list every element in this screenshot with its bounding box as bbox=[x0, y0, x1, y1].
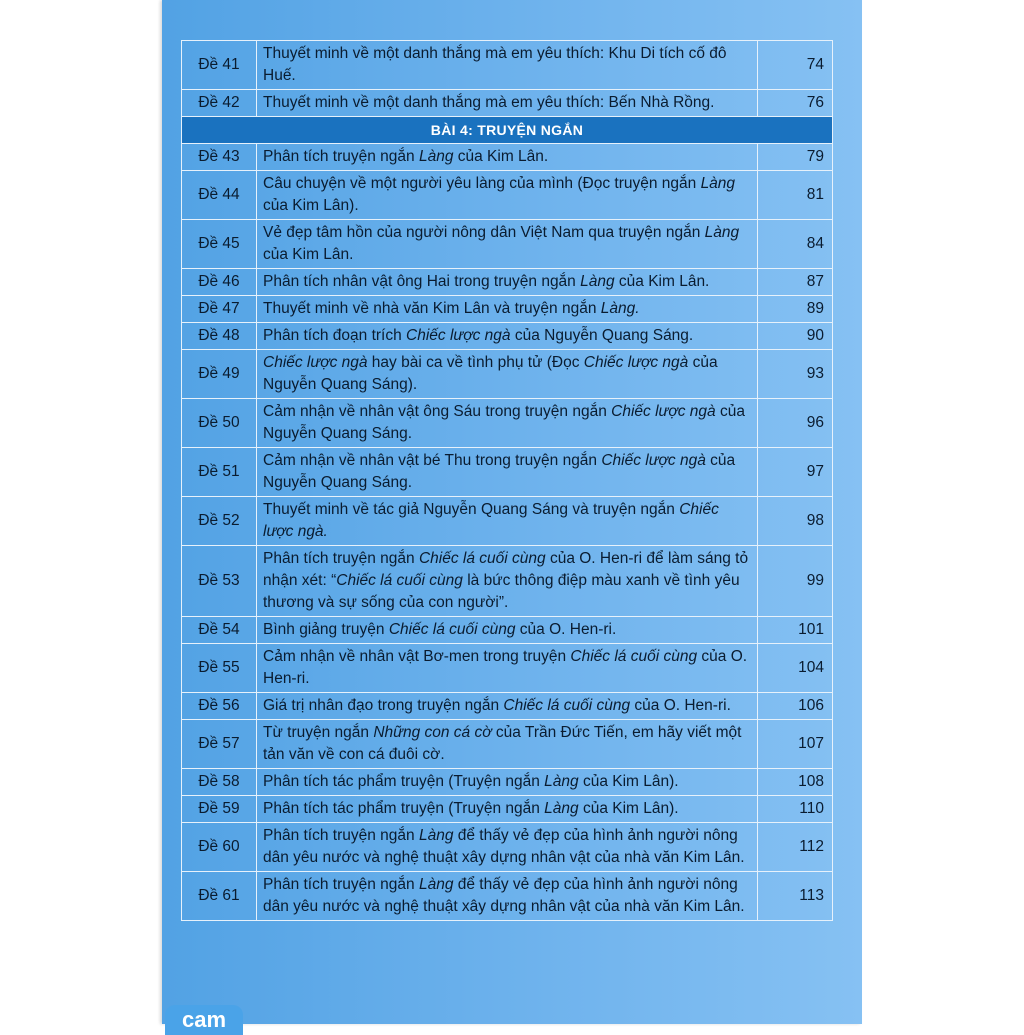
title-text: Phân tích truyện ngắn bbox=[263, 148, 419, 165]
title-text: Thuyết minh về một danh thắng mà em yêu thích: Bến Nhà Rồng. bbox=[263, 94, 715, 111]
work-title-italic: Làng bbox=[418, 876, 454, 893]
title-text: của Trần Đức Tiến, em hãy viết một tản văn về con cá đuôi cờ. bbox=[263, 724, 742, 763]
page-number: 107 bbox=[758, 720, 833, 769]
topic-number: Đề 51 bbox=[182, 448, 257, 497]
topic-number: Đề 52 bbox=[182, 497, 257, 546]
topic-number: Đề 46 bbox=[182, 269, 257, 296]
topic-number: Đề 41 bbox=[182, 41, 257, 90]
title-text: của O. Hen-ri. bbox=[263, 648, 748, 687]
toc-row bbox=[182, 296, 833, 323]
work-title-italic: Làng bbox=[418, 827, 454, 844]
topic-title bbox=[257, 644, 758, 693]
topic-number: Đề 49 bbox=[182, 350, 257, 399]
title-text: Cảm nhận về nhân vật bé Thu trong truyện ngắn bbox=[263, 452, 602, 469]
work-title-italic: Làng bbox=[704, 224, 740, 241]
title-text: Phân tích tác phẩm truyện (Truyện ngắn bbox=[263, 800, 545, 817]
work-title-italic: Làng bbox=[544, 800, 579, 817]
toc-rows-before bbox=[182, 41, 833, 117]
topic-number: Đề 58 bbox=[182, 769, 257, 796]
topic-title bbox=[257, 269, 758, 296]
work-title-italic: Chiếc lược ngà bbox=[263, 354, 368, 371]
topic-number: Đề 59 bbox=[182, 796, 257, 823]
toc-row bbox=[182, 617, 833, 644]
page-number: 93 bbox=[758, 350, 833, 399]
toc-row bbox=[182, 872, 833, 921]
work-title-italic: Chiếc lược ngà bbox=[601, 452, 706, 469]
toc-rows-after bbox=[182, 144, 833, 921]
toc-row bbox=[182, 720, 833, 769]
title-text: để thấy vẻ đẹp của hình ảnh người nông dân yêu nước và nghệ thuật xây dựng nhân vật của nhà văn Kim Lân. bbox=[263, 876, 745, 915]
page-number: 104 bbox=[758, 644, 833, 693]
topic-title bbox=[257, 823, 758, 872]
toc-row bbox=[182, 769, 833, 796]
title-text: Thuyết minh về tác giả Nguyễn Quang Sáng và truyện ngắn bbox=[263, 501, 680, 518]
topic-number: Đề 42 bbox=[182, 90, 257, 117]
topic-title bbox=[257, 546, 758, 617]
toc-row bbox=[182, 448, 833, 497]
topic-title bbox=[257, 399, 758, 448]
page-number: 96 bbox=[758, 399, 833, 448]
page-number: 112 bbox=[758, 823, 833, 872]
toc-row bbox=[182, 546, 833, 617]
toc-row bbox=[182, 644, 833, 693]
work-title-italic: Chiếc lược ngà. bbox=[263, 501, 719, 540]
title-text: của O. Hen-ri. bbox=[630, 697, 731, 714]
topic-number: Đề 61 bbox=[182, 872, 257, 921]
title-text: hay bài ca về tình phụ tử (Đọc bbox=[367, 354, 584, 371]
toc-row bbox=[182, 90, 833, 117]
page-number: 98 bbox=[758, 497, 833, 546]
toc-row bbox=[182, 171, 833, 220]
topic-number: Đề 54 bbox=[182, 617, 257, 644]
work-title-italic: Làng bbox=[700, 175, 736, 192]
topic-number: Đề 44 bbox=[182, 171, 257, 220]
page-number: 99 bbox=[758, 546, 833, 617]
topic-number: Đề 47 bbox=[182, 296, 257, 323]
title-text: Vẻ đẹp tâm hồn của người nông dân Việt Nam qua truyện ngắn bbox=[263, 224, 705, 241]
title-text: của O. Hen-ri để làm sáng tỏ nhận xét: “ bbox=[263, 550, 749, 589]
work-title-italic: Những con cá cờ bbox=[373, 724, 492, 741]
toc-row bbox=[182, 497, 833, 546]
section-header-row bbox=[182, 117, 833, 144]
topic-title bbox=[257, 41, 758, 90]
work-title-italic: Chiếc lá cuối cùng bbox=[388, 621, 516, 638]
work-title-italic: Chiếc lược ngà bbox=[583, 354, 689, 371]
topic-number: Đề 56 bbox=[182, 693, 257, 720]
toc-row bbox=[182, 823, 833, 872]
title-text: của Kim Lân). bbox=[263, 197, 359, 214]
title-text: của Kim Lân). bbox=[578, 773, 679, 790]
page-number: 89 bbox=[758, 296, 833, 323]
toc-row bbox=[182, 399, 833, 448]
table-of-contents bbox=[181, 40, 833, 921]
title-text: của Kim Lân. bbox=[453, 148, 549, 165]
page-number: 97 bbox=[758, 448, 833, 497]
topic-title bbox=[257, 144, 758, 171]
topic-number: Đề 57 bbox=[182, 720, 257, 769]
title-text: của Kim Lân. bbox=[614, 273, 710, 290]
page-number: 113 bbox=[758, 872, 833, 921]
page-number: 84 bbox=[758, 220, 833, 269]
topic-title bbox=[257, 90, 758, 117]
page-number: 110 bbox=[758, 796, 833, 823]
title-text: Phân tích đoạn trích bbox=[263, 327, 407, 344]
topic-title bbox=[257, 220, 758, 269]
topic-number: Đề 45 bbox=[182, 220, 257, 269]
title-text: của Nguyễn Quang Sáng. bbox=[510, 327, 694, 344]
title-text: Từ truyện ngắn bbox=[263, 724, 374, 741]
title-text: Phân tích tác phẩm truyện (Truyện ngắn bbox=[263, 773, 545, 790]
page-number: 76 bbox=[758, 90, 833, 117]
toc-row bbox=[182, 220, 833, 269]
work-title-italic: Chiếc lá cuối cùng bbox=[336, 572, 463, 589]
toc-row bbox=[182, 323, 833, 350]
toc-section bbox=[182, 117, 833, 144]
watermark-logo: cam bbox=[165, 1005, 243, 1035]
toc-row bbox=[182, 41, 833, 90]
work-title-italic: Làng bbox=[544, 773, 579, 790]
toc-row bbox=[182, 144, 833, 171]
page-number: 101 bbox=[758, 617, 833, 644]
toc-row bbox=[182, 269, 833, 296]
title-text: Thuyết minh về nhà văn Kim Lân và truyện ngắn bbox=[263, 300, 601, 317]
topic-title bbox=[257, 448, 758, 497]
title-text: của Nguyễn Quang Sáng. bbox=[263, 452, 736, 491]
toc-row bbox=[182, 350, 833, 399]
topic-title bbox=[257, 296, 758, 323]
page-number: 108 bbox=[758, 769, 833, 796]
topic-number: Đề 48 bbox=[182, 323, 257, 350]
page-number: 79 bbox=[758, 144, 833, 171]
topic-title bbox=[257, 720, 758, 769]
work-title-italic: Chiếc lá cuối cùng bbox=[418, 550, 546, 567]
work-title-italic: Chiếc lược ngà bbox=[611, 403, 716, 420]
topic-number: Đề 55 bbox=[182, 644, 257, 693]
title-text: của Nguyễn Quang Sáng. bbox=[263, 403, 745, 442]
page-number: 74 bbox=[758, 41, 833, 90]
topic-title bbox=[257, 617, 758, 644]
title-text: Phân tích truyện ngắn bbox=[263, 827, 419, 844]
topic-title bbox=[257, 171, 758, 220]
section-title: BÀI 4: TRUYỆN NGẮN bbox=[182, 117, 833, 144]
topic-number: Đề 60 bbox=[182, 823, 257, 872]
work-title-italic: Chiếc lá cuối cùng bbox=[570, 648, 698, 665]
title-text: Cảm nhận về nhân vật Bơ-men trong truyện bbox=[263, 648, 571, 665]
work-title-italic: Chiếc lược ngà bbox=[406, 327, 511, 344]
topic-number: Đề 53 bbox=[182, 546, 257, 617]
topic-title bbox=[257, 872, 758, 921]
title-text: của Kim Lân. bbox=[263, 246, 354, 263]
topic-title bbox=[257, 693, 758, 720]
page-number: 81 bbox=[758, 171, 833, 220]
work-title-italic: Làng. bbox=[600, 300, 640, 317]
title-text: Thuyết minh về một danh thắng mà em yêu thích: Khu Di tích cố đô Huế. bbox=[263, 45, 727, 84]
title-text: Bình giảng truyện bbox=[263, 621, 389, 638]
title-text: để thấy vẻ đẹp của hình ảnh người nông dân yêu nước và nghệ thuật xây dựng nhân vật của nhà văn Kim Lân. bbox=[263, 827, 745, 866]
title-text: là bức thông điệp màu xanh về tình yêu thương và sự sống của con người”. bbox=[263, 572, 740, 611]
work-title-italic: Làng bbox=[580, 273, 615, 290]
toc-row bbox=[182, 796, 833, 823]
title-text: của O. Hen-ri. bbox=[515, 621, 617, 638]
page-number: 106 bbox=[758, 693, 833, 720]
title-text: Giá trị nhân đạo trong truyện ngắn bbox=[263, 697, 504, 714]
topic-title bbox=[257, 769, 758, 796]
page-number: 87 bbox=[758, 269, 833, 296]
title-text: Câu chuyện về một người yêu làng của mình (Đọc truyện ngắn bbox=[263, 175, 701, 192]
topic-title bbox=[257, 323, 758, 350]
topic-title bbox=[257, 350, 758, 399]
title-text: Phân tích truyện ngắn bbox=[263, 550, 419, 567]
topic-title bbox=[257, 796, 758, 823]
topic-number: Đề 50 bbox=[182, 399, 257, 448]
work-title-italic: Chiếc lá cuối cùng bbox=[503, 697, 631, 714]
title-text: của Kim Lân). bbox=[578, 800, 679, 817]
page-number: 90 bbox=[758, 323, 833, 350]
topic-number: Đề 43 bbox=[182, 144, 257, 171]
title-text: Cảm nhận về nhân vật ông Sáu trong truyện ngắn bbox=[263, 403, 612, 420]
title-text: Phân tích nhân vật ông Hai trong truyện ngắn bbox=[263, 273, 581, 290]
topic-title bbox=[257, 497, 758, 546]
title-text: của Nguyễn Quang Sáng). bbox=[263, 354, 718, 393]
work-title-italic: Làng bbox=[418, 148, 454, 165]
toc-row bbox=[182, 693, 833, 720]
title-text: Phân tích truyện ngắn bbox=[263, 876, 419, 893]
